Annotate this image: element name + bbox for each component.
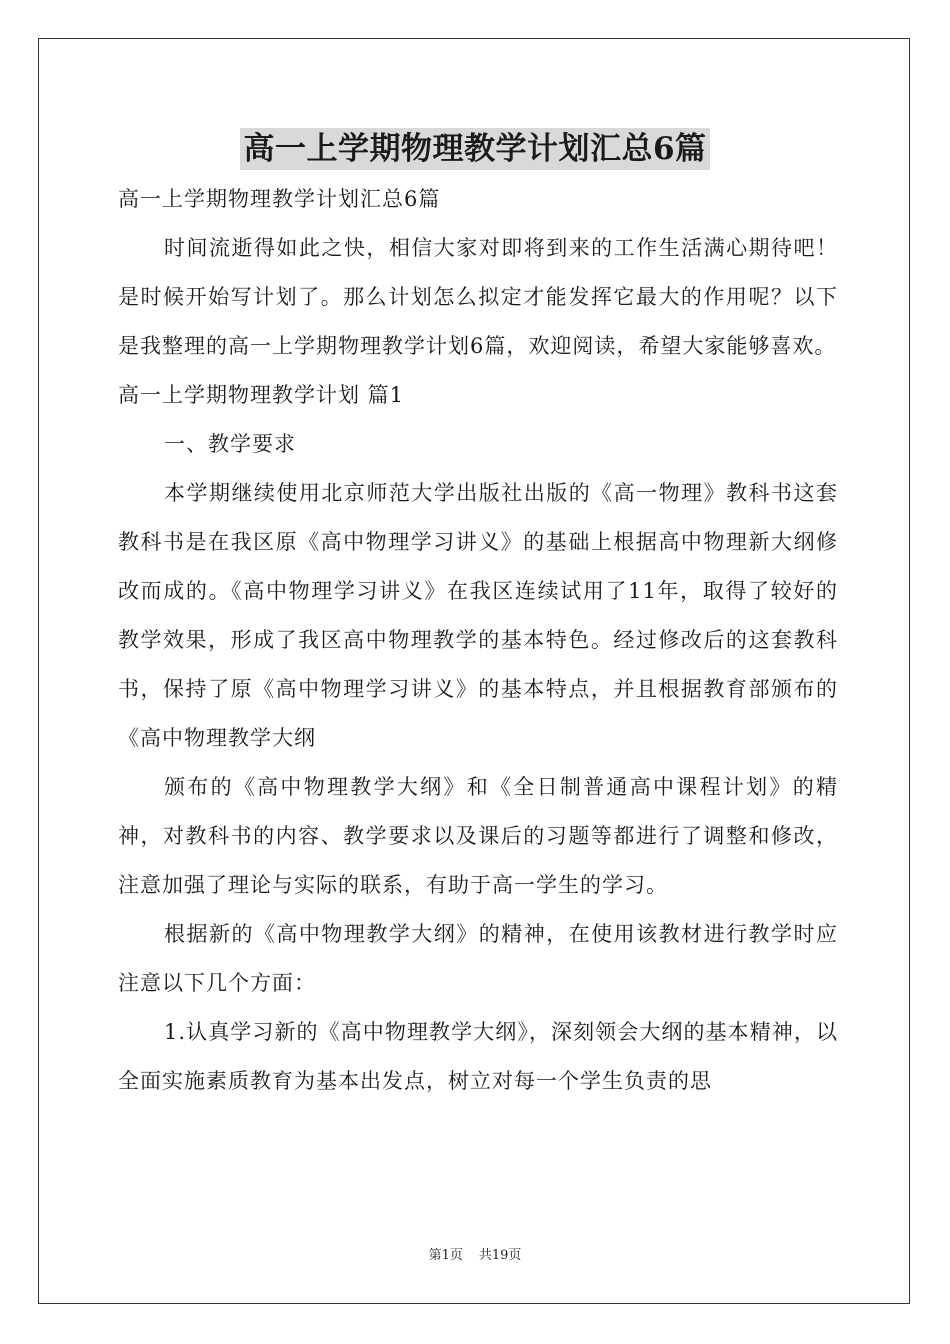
paragraph: 高一上学期物理教学计划 篇1 (118, 383, 405, 407)
paragraph: 本学期继续使用北京师范大学出版社出版的《高一物理》教科书这套教科书是在我区原《高中物理学习讲义》的基础上根据高中物理新大纲修改而成的。《高中物理学习讲义》在我区连续试用了11年，取得了较好的教学效果，形成了我区高中物理教学的基本特色。经过修改后的这套教科书，保持了原《高中物理学习讲义》的基本特点，并且根据教育部颁布的《高中物理教学大纲 (118, 481, 838, 750)
page-total: 共19页 (478, 1248, 522, 1263)
page-number: 第1页 (428, 1248, 463, 1263)
paragraph: 一、教学要求 (164, 432, 296, 456)
title-container (0, 128, 950, 170)
paragraph: 1.认真学习新的《高中物理教学大纲》，深刻领会大纲的基本精神，以全面实施素质教育为基本出发点，树立对每一个学生负责的思 (118, 1020, 838, 1093)
document-title: 高一上学期物理教学计划汇总6篇 (240, 128, 709, 170)
page-footer (0, 1247, 950, 1265)
paragraph: 颁布的《高中物理教学大纲》和《全日制普通高中课程计划》的精神，对教科书的内容、教学要求以及课后的习题等都进行了调整和修改，注意加强了理论与实际的联系，有助于高一学生的学习。 (118, 775, 838, 897)
paragraph: 时间流逝得如此之快，相信大家对即将到来的工作生活满心期待吧！是时候开始写计划了。那么计划怎么拟定才能发挥它最大的作用呢？以下是我整理的高一上学期物理教学计划6篇，欢迎阅读，希望大家能够喜欢。 (118, 236, 838, 358)
document-body (118, 175, 838, 1106)
paragraph: 高一上学期物理教学计划汇总6篇 (118, 187, 441, 211)
paragraph: 根据新的《高中物理教学大纲》的精神，在使用该教材进行教学时应注意以下几个方面： (118, 922, 838, 995)
